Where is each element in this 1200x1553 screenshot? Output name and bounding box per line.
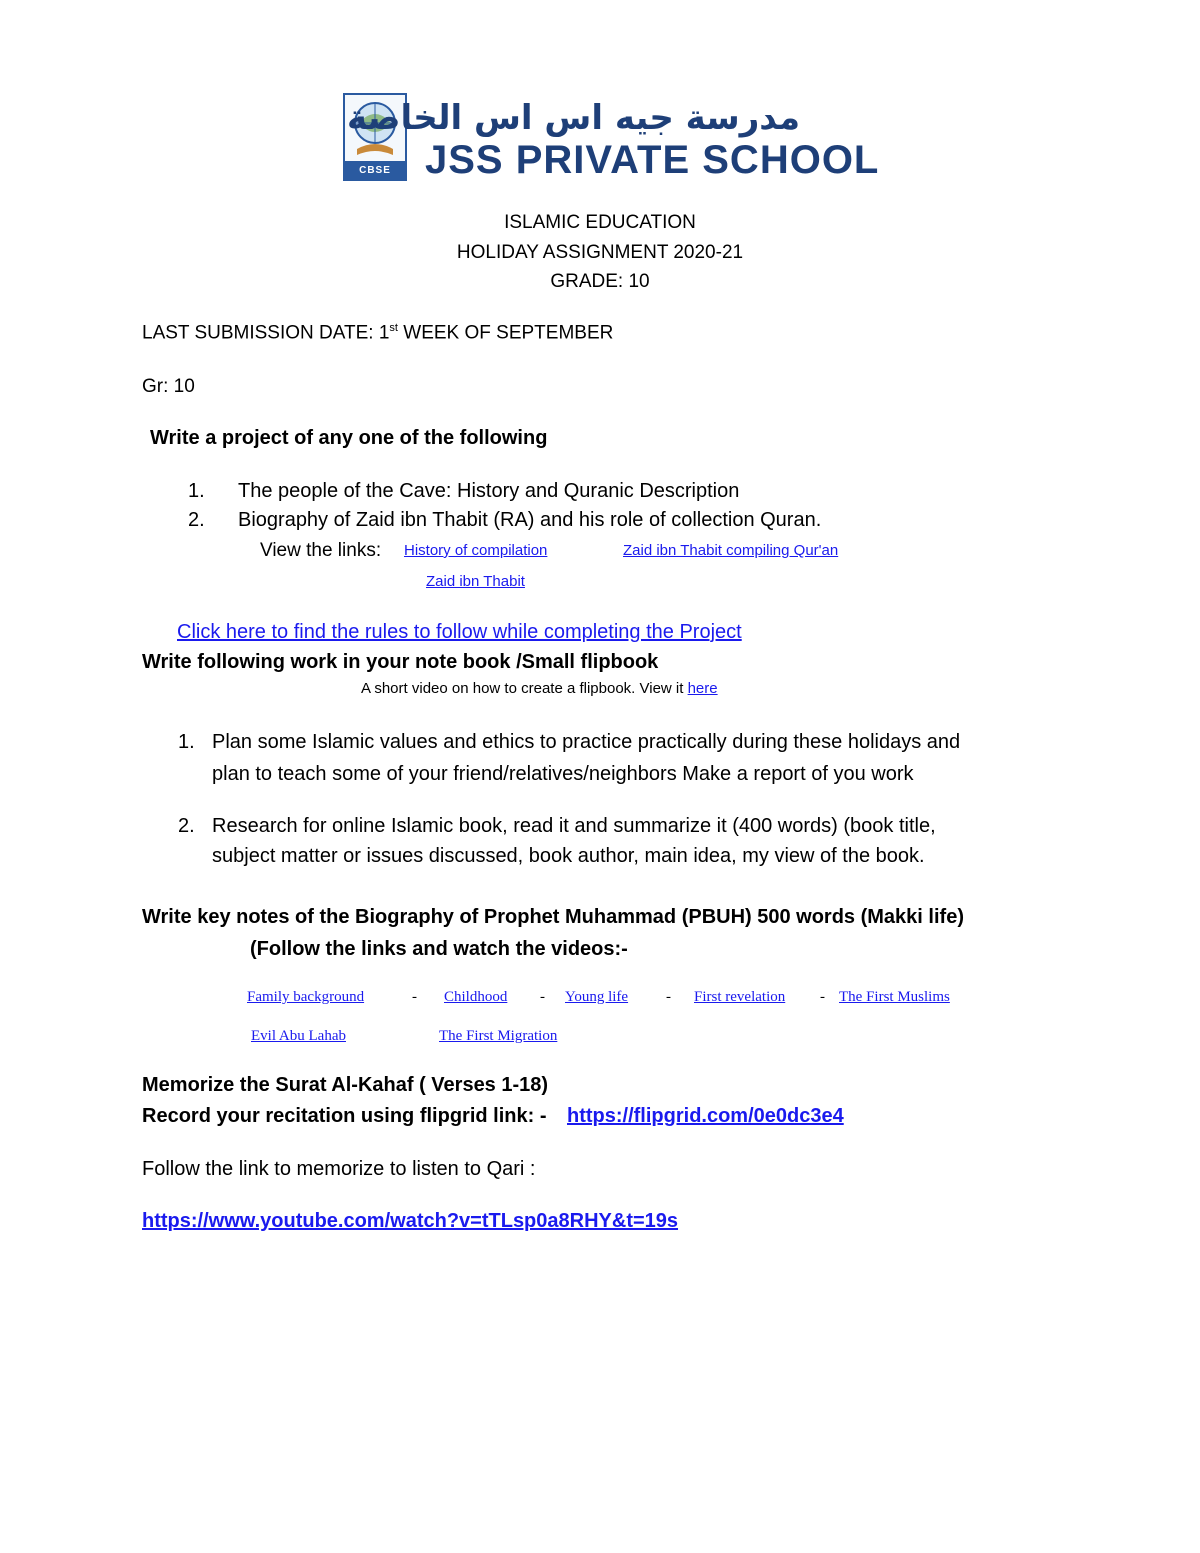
separator: - [666,989,671,1005]
young-life-link[interactable]: Young life [565,989,629,1005]
first-migration-link[interactable]: The First Migration [439,1028,558,1044]
assignment-title: HOLIDAY ASSIGNMENT 2020-21 [456,242,744,263]
notebook-item-1-line1: Plan some Islamic values and ethics to practice practically during these holidays and [212,731,961,753]
project-item-2: Biography of Zaid ibn Thabit (RA) and his role of collection Quran. [238,509,822,531]
youtube-link[interactable]: https://www.youtube.com/watch?v=tTLsp0a8RHY&t=19s [142,1210,679,1232]
project-item-number: 2. [188,509,205,531]
school-name-arabic: مدرسة جيه اس اس الخاصة [347,98,800,138]
separator: - [540,989,545,1005]
zaid-compiling-quran-link[interactable]: Zaid ibn Thabit compiling Qur'an [623,542,839,559]
project-item-1: The people of the Cave: History and Quranic Description [238,480,740,502]
grade-title: GRADE: 10 [550,271,650,292]
subject-title: ISLAMIC EDUCATION [504,212,696,233]
history-compilation-link[interactable]: History of compilation [404,542,548,559]
notebook-item-number: 1. [178,731,195,753]
record-recitation-label: Record your recitation using flipgrid link: - [142,1105,547,1127]
flipgrid-link[interactable]: https://flipgrid.com/0e0dc3e4 [567,1105,844,1127]
notebook-item-number: 2. [178,815,195,837]
school-name: JSS PRIVATE SCHOOL [425,138,880,182]
view-links-label: View the links: [260,540,382,561]
project-heading: Write a project of any one of the following [150,427,548,449]
biography-follow: (Follow the links and watch the videos:- [250,938,628,960]
biography-heading: Write key notes of the Biography of Prophet Muhammad (PBUH) 500 words (Makki life) [142,906,964,928]
separator: - [412,989,417,1005]
notebook-item-2-line2: subject matter or issues discussed, book author, main idea, my view of the book. [212,845,925,867]
project-rules-link[interactable]: Click here to find the rules to follow while completing the Project [177,621,742,643]
flipbook-video-link[interactable]: here [687,680,718,697]
notebook-item-1-line2: plan to teach some of your friend/relatives/neighbors Make a report of you work [212,763,914,785]
cbse-label: CBSE [343,161,407,181]
separator: - [820,989,825,1005]
flipbook-video-line: A short video on how to create a flipbook. View it here [361,680,718,697]
family-background-link[interactable]: Family background [247,989,365,1005]
project-item-number: 1. [188,480,205,502]
notebook-item-2-line1: Research for online Islamic book, read it and summarize it (400 words) (book title, [212,815,936,837]
first-muslims-link[interactable]: The First Muslims [839,989,950,1005]
memorize-heading: Memorize the Surat Al-Kahaf ( Verses 1-18) [142,1074,549,1096]
grade-label: Gr: 10 [142,376,195,397]
childhood-link[interactable]: Childhood [444,989,508,1005]
first-revelation-link[interactable]: First revelation [694,989,786,1005]
evil-abu-lahab-link[interactable]: Evil Abu Lahab [251,1028,346,1044]
notebook-heading: Write following work in your note book /Small flipbook [142,651,659,673]
submission-date: LAST SUBMISSION DATE: 1st WEEK OF SEPTEMBER [142,322,614,344]
zaid-ibn-thabit-link[interactable]: Zaid ibn Thabit [426,573,525,590]
qari-instruction: Follow the link to memorize to listen to Qari : [142,1158,536,1180]
